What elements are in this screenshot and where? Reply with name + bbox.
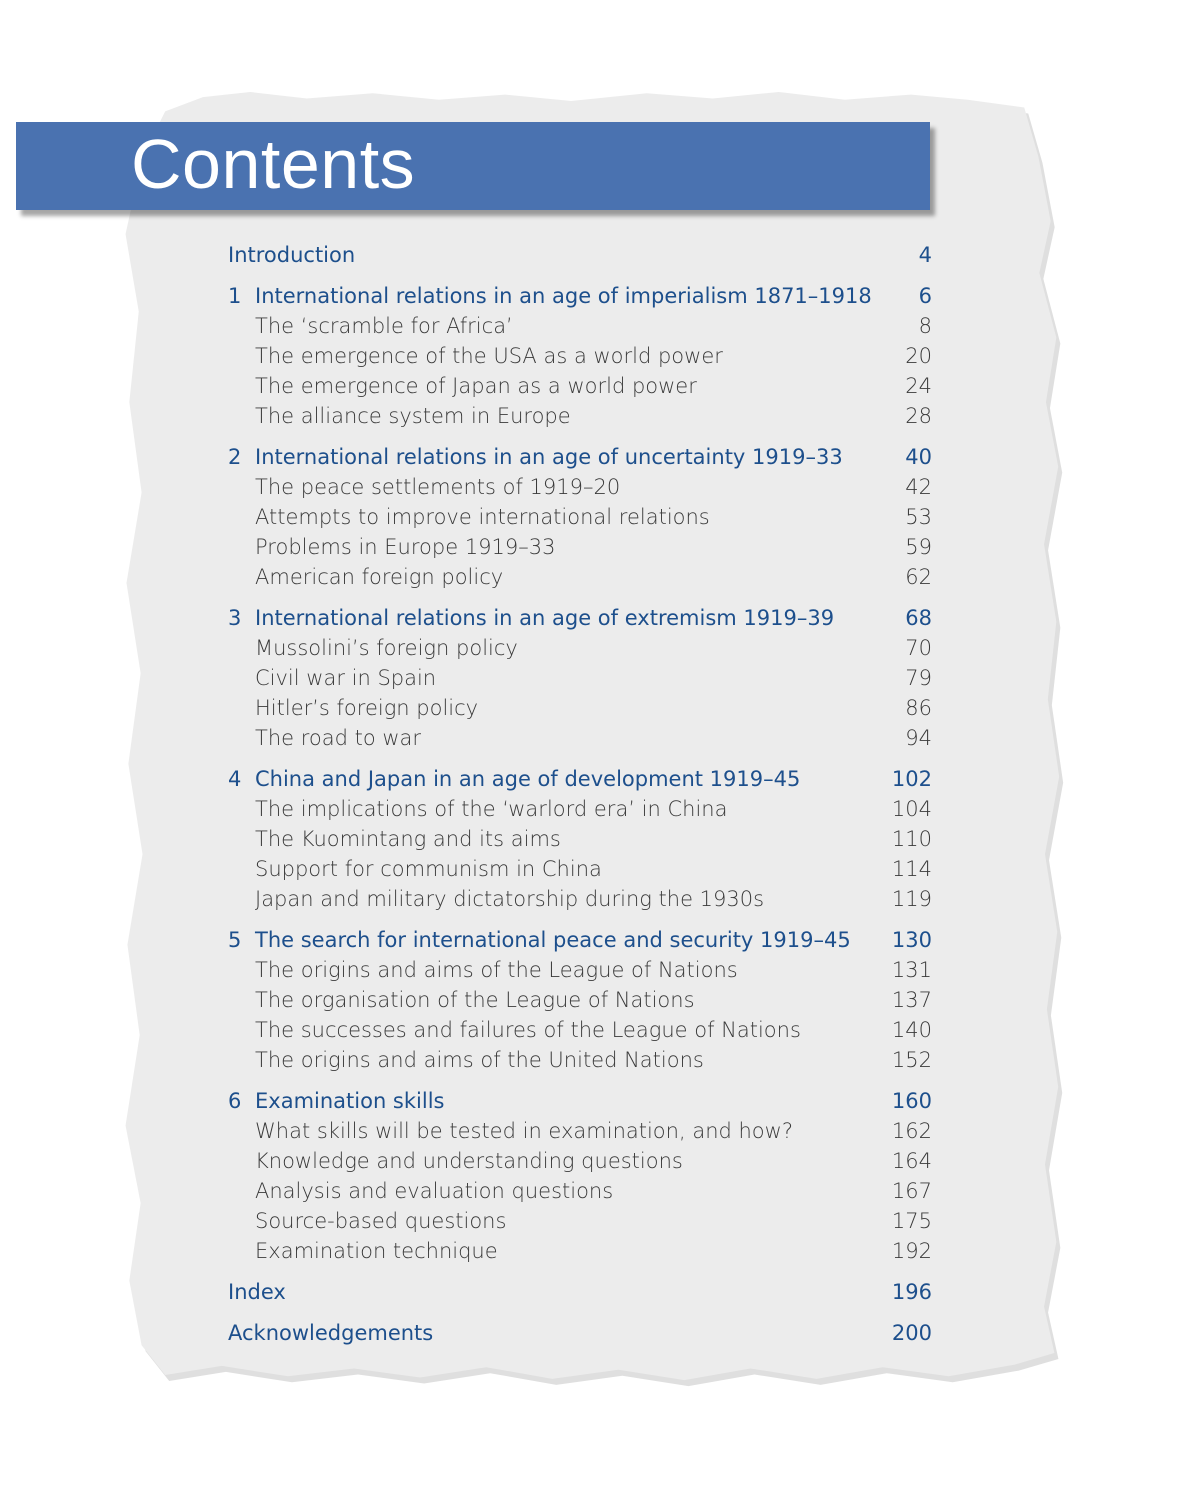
toc-entry-label: Index	[228, 1280, 286, 1304]
toc-chapter-5[interactable]	[228, 925, 932, 955]
toc-page-number: 8	[918, 314, 932, 338]
title-banner	[16, 122, 930, 210]
toc-section-title: The peace settlements of 1919–20	[255, 475, 621, 499]
toc-page-number: 24	[905, 374, 932, 398]
toc-chapter-6[interactable]	[228, 1086, 932, 1116]
toc-chapter-number: 3	[228, 606, 242, 630]
page-title: Contents	[131, 125, 416, 203]
toc-page-number: 200	[891, 1321, 932, 1345]
toc-page-number: 40	[905, 445, 932, 469]
toc-page-number: 28	[905, 404, 932, 428]
toc-entry-introduction[interactable]	[228, 240, 932, 270]
toc-section[interactable]	[228, 371, 932, 401]
toc-section[interactable]	[228, 1146, 932, 1176]
toc-section-title: The ‘scramble for Africa’	[255, 314, 513, 338]
toc-section[interactable]	[228, 985, 932, 1015]
toc-page-number: 62	[905, 565, 932, 589]
toc-section[interactable]	[228, 502, 932, 532]
toc-page-number: 140	[891, 1018, 932, 1042]
toc-page-number: 94	[905, 726, 932, 750]
toc-chapter-number: 2	[228, 445, 242, 469]
toc-section[interactable]	[228, 884, 932, 914]
toc-section-title: What skills will be tested in examination, and how?	[255, 1119, 793, 1143]
toc-section-title: Civil war in Spain	[255, 666, 437, 690]
toc-chapter-title: The search for international peace and security 1919–45	[255, 928, 851, 952]
toc-section[interactable]	[228, 854, 932, 884]
toc-section[interactable]	[228, 1206, 932, 1236]
toc-section-title: The origins and aims of the United Nations	[255, 1048, 704, 1072]
toc-page-number: 164	[891, 1149, 932, 1173]
toc-chapter-title: China and Japan in an age of development 1919–45	[255, 767, 801, 791]
toc-section-title: The Kuomintang and its aims	[255, 827, 561, 851]
toc-section[interactable]	[228, 1116, 932, 1146]
toc-section-title: The origins and aims of the League of Nations	[255, 958, 738, 982]
toc-section[interactable]	[228, 723, 932, 753]
toc-section-title: Mussolini’s foreign policy	[255, 636, 518, 660]
toc-section[interactable]	[228, 401, 932, 431]
toc-page-number: 175	[891, 1209, 932, 1233]
toc-page-number: 42	[905, 475, 932, 499]
toc-chapter-number: 4	[228, 767, 242, 791]
table-of-contents	[228, 240, 932, 1348]
toc-section-title: Problems in Europe 1919–33	[255, 535, 556, 559]
toc-section[interactable]	[228, 1045, 932, 1075]
toc-section[interactable]	[228, 955, 932, 985]
toc-chapter-2[interactable]	[228, 442, 932, 472]
toc-chapter-title: International relations in an age of uncertainty 1919–33	[255, 445, 843, 469]
toc-page-number: 167	[891, 1179, 932, 1203]
toc-section[interactable]	[228, 472, 932, 502]
toc-page-number: 6	[918, 284, 932, 308]
toc-section[interactable]	[228, 1236, 932, 1266]
toc-page-number: 110	[891, 827, 932, 851]
toc-section-title: Attempts to improve international relations	[255, 505, 710, 529]
toc-page-number: 59	[905, 535, 932, 559]
toc-section-title: The emergence of the USA as a world power	[255, 344, 723, 368]
toc-chapter-4[interactable]	[228, 764, 932, 794]
toc-section-title: Support for communism in China	[255, 857, 602, 881]
toc-section[interactable]	[228, 1015, 932, 1045]
toc-chapter-title: Examination skills	[255, 1089, 445, 1113]
toc-section-title: The successes and failures of the League of Nations	[255, 1018, 801, 1042]
toc-page-number: 162	[891, 1119, 932, 1143]
toc-page-number: 79	[905, 666, 932, 690]
toc-entry-index[interactable]	[228, 1277, 932, 1307]
toc-section[interactable]	[228, 663, 932, 693]
toc-page-number: 192	[891, 1239, 932, 1263]
toc-section-title: The alliance system in Europe	[255, 404, 571, 428]
toc-page-number: 152	[891, 1048, 932, 1072]
toc-section[interactable]	[228, 532, 932, 562]
toc-section-title: The emergence of Japan as a world power	[255, 374, 697, 398]
toc-chapter-1[interactable]	[228, 281, 932, 311]
toc-chapter-title: International relations in an age of imperialism 1871–1918	[255, 284, 872, 308]
toc-section-title: The organisation of the League of Nations	[255, 988, 695, 1012]
toc-section[interactable]	[228, 633, 932, 663]
toc-page-number: 137	[891, 988, 932, 1012]
toc-entry-label: Introduction	[228, 243, 356, 267]
toc-page-number: 86	[905, 696, 932, 720]
toc-page-number: 104	[891, 797, 932, 821]
toc-page-number: 196	[891, 1280, 932, 1304]
toc-section-title: Hitler’s foreign policy	[255, 696, 479, 720]
toc-section-title: Analysis and evaluation questions	[255, 1179, 614, 1203]
toc-chapter-number: 5	[228, 928, 242, 952]
toc-page-number: 131	[891, 958, 932, 982]
toc-section[interactable]	[228, 1176, 932, 1206]
toc-section[interactable]	[228, 824, 932, 854]
toc-entry-label: Acknowledgements	[228, 1321, 434, 1345]
toc-section-title: Source-based questions	[255, 1209, 507, 1233]
toc-section-title: Knowledge and understanding questions	[255, 1149, 683, 1173]
toc-section-title: The implications of the ‘warlord era’ in China	[255, 797, 728, 821]
toc-section-title: The road to war	[255, 726, 422, 750]
toc-page-number: 130	[891, 928, 932, 952]
toc-page-number: 160	[891, 1089, 932, 1113]
toc-page-number: 114	[891, 857, 932, 881]
toc-section-title: American foreign policy	[255, 565, 504, 589]
toc-page-number: 70	[905, 636, 932, 660]
toc-chapter-number: 1	[228, 284, 242, 308]
toc-chapter-3[interactable]	[228, 603, 932, 633]
toc-section[interactable]	[228, 341, 932, 371]
toc-page-number: 4	[918, 243, 932, 267]
toc-chapter-number: 6	[228, 1089, 242, 1113]
toc-section[interactable]	[228, 562, 932, 592]
toc-section-title: Examination technique	[255, 1239, 498, 1263]
toc-section[interactable]	[228, 693, 932, 723]
toc-page-number: 68	[905, 606, 932, 630]
toc-section[interactable]	[228, 311, 932, 341]
toc-page-number: 119	[891, 887, 932, 911]
toc-section[interactable]	[228, 794, 932, 824]
toc-chapter-title: International relations in an age of extremism 1919–39	[255, 606, 835, 630]
toc-page-number: 20	[905, 344, 932, 368]
toc-entry-acknowledgements[interactable]	[228, 1318, 932, 1348]
toc-page-number: 53	[905, 505, 932, 529]
toc-section-title: Japan and military dictatorship during the 1930s	[255, 887, 765, 911]
toc-page-number: 102	[891, 767, 932, 791]
